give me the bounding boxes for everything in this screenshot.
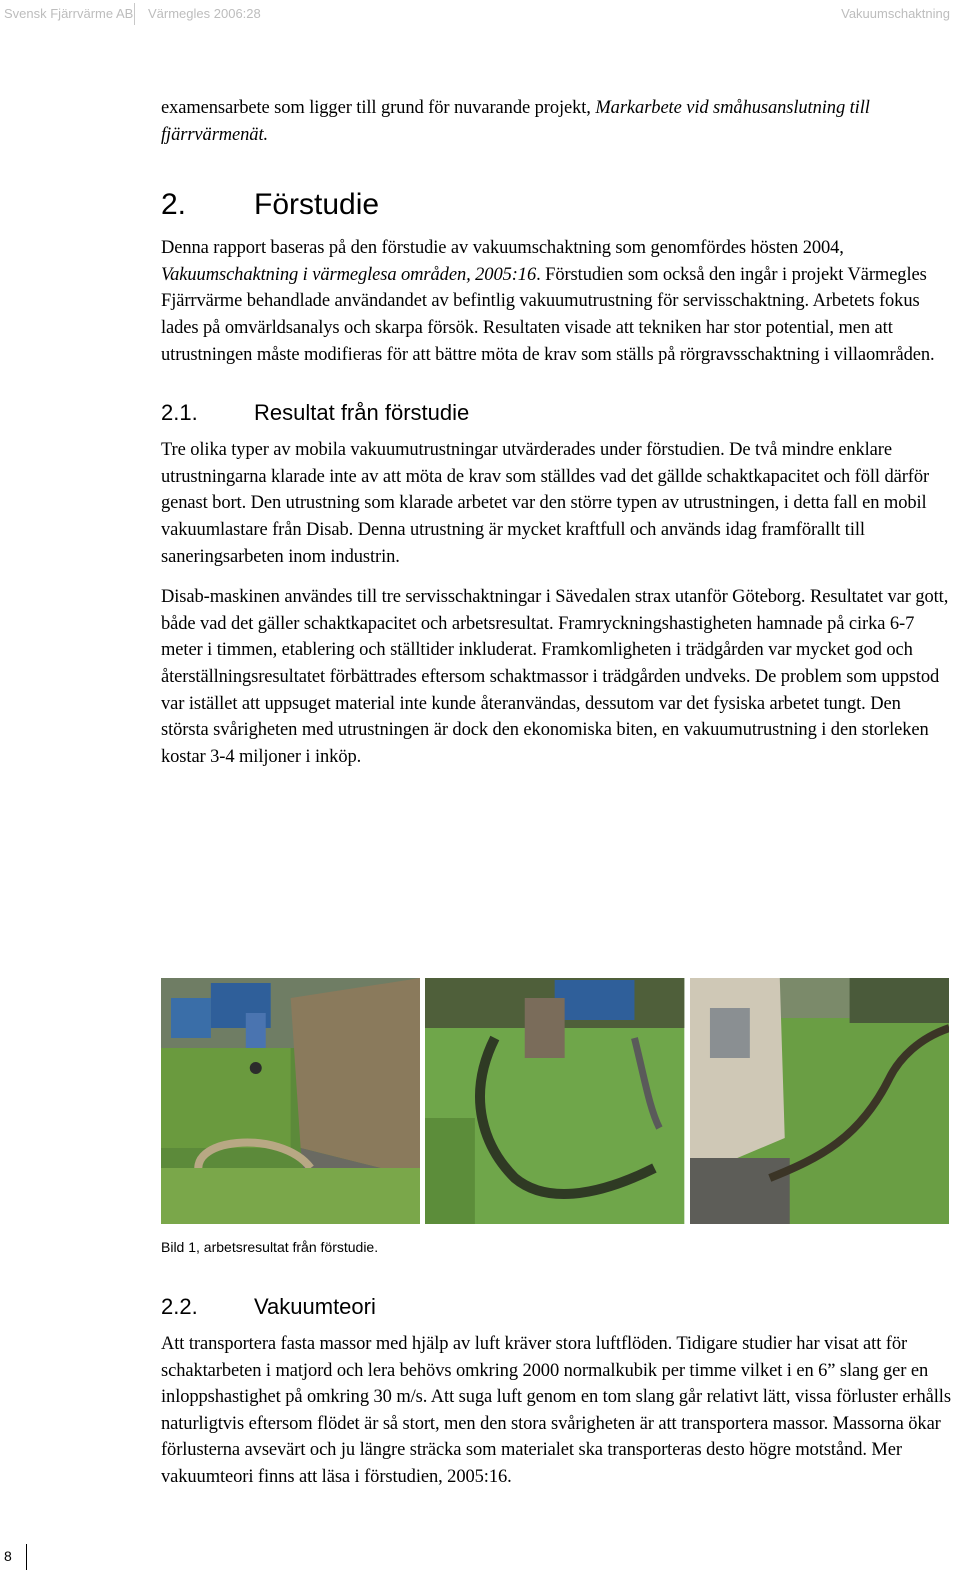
section-2-2 <box>161 1292 951 1491</box>
section-number: 2.1. <box>161 400 198 426</box>
figure-photos <box>161 978 949 1224</box>
paragraph-text: . Förstudien som också den ingår i projekt Värmegles Fjärrvärme behandlade användandet av befintlig vakuumutrustning för servisschaktning. Arbetets fokus lades på omvärldsanalys och skarpa försök. Resultaten visade att tekniken har stor potential, men att utrustningen måste modifieras för att bättre möta de krav som ställs på rörgravsschaktning i villaområden. <box>161 264 935 365</box>
intro-paragraph <box>161 95 951 148</box>
main-content <box>161 95 951 770</box>
section-2-2-heading <box>161 1292 951 1322</box>
section-2-1-paragraph-2: Disab-maskinen användes till tre servisschaktningar i Sävedalen strax utanför Göteborg. Resultatet var gott, både vad det gäller schaktkapacitet och arbetsresultat. Framryckningshastigheten hamnade på cirka 6-7 meter i timmen, etablering och ställtider inkluderat. Framkomligheten i trädgården var mycket god och återställningsresultatet förbättrades eftersom schaktmassor i trädgården undveks. De problem som uppstod var istället att uppsuget material inte kunde återanvändas, dessutom var det fysiska arbetet tungt. Den största svårigheten med utrustningen är dock den ekonomiska biten, en vakuumutrustning i den storleken kostar 3-4 miljoner i inköp. <box>161 587 949 767</box>
photo-trench-in-lawn <box>425 978 684 1224</box>
photo-vacuum-truck-garden <box>161 978 420 1224</box>
section-title: Resultat från förstudie <box>254 400 470 426</box>
paragraph-text: Denna rapport baseras på den förstudie av vakuumschaktning som genomfördes hösten 2004, <box>161 238 844 259</box>
section-2-paragraph <box>161 235 951 368</box>
header-report: Värmegles 2006:28 <box>148 6 261 21</box>
header-company: Svensk Fjärrvärme AB <box>4 6 134 21</box>
intro-italic-title: Markarbete vid småhusanslutning till fjärrvärmenät. <box>161 98 870 145</box>
section-number: 2. <box>161 188 187 222</box>
section-number: 2.2. <box>161 1294 198 1319</box>
section-title: Vakuumteori <box>254 1294 376 1319</box>
intro-text: examensarbete som ligger till grund för nuvarande projekt, <box>161 98 596 118</box>
footer-rule <box>26 1544 27 1570</box>
section-title: Förstudie <box>254 188 380 222</box>
section-2-1-heading <box>161 398 951 428</box>
section-2-2-paragraph: Att transportera fasta massor med hjälp av luft kräver stora luftflöden. Tidigare studier har visat att för schaktarbeten i matjord och lera behövs omkring 2000 normalkubik per timme vilket i en 6” slang ger en inloppshastighet på omkring 30 m/s. Att suga luft genom en tom slang går relativt lätt, vissa förluster erhålls naturligtvis eftersom flödet är så stort, men den stora svårigheten är att transportera massor. Massorna ökar förlusterna avsevärt och ju längre sträcka som materialet ska transporteras desto högre motstånd. Mer vakuumteori finns att läsa i förstudien, 2005:16. <box>161 1334 951 1487</box>
referenced-study-title: Vakuumschaktning i värmeglesa områden, 2005:16 <box>161 264 537 285</box>
section-2-1-paragraph-1: Tre olika typer av mobila vakuumutrustningar utvärderades under förstudien. De två mindre enklare utrustningarna klarade inte av att möta de krav som ställdes vad det gällde schaktkapacitet och föll därför genast bort. Den utrustning som klarade arbetet var den större typen av utrustningen, i detta fall en mobil vakuumlastare från Disab. Denna utrustning är mycket kraftfull och används idag framförallt till saneringsarbeten inom industrin. <box>161 440 930 567</box>
photo-house-and-trench <box>690 978 949 1224</box>
page-footer <box>0 1540 60 1580</box>
section-2-heading <box>161 185 951 225</box>
page-number: 8 <box>4 1548 12 1564</box>
page-header <box>0 3 960 25</box>
header-separator <box>134 3 135 25</box>
header-topic: Vakuumschaktning <box>841 6 950 21</box>
figure-caption: Bild 1, arbetsresultat från förstudie. <box>161 1239 379 1255</box>
